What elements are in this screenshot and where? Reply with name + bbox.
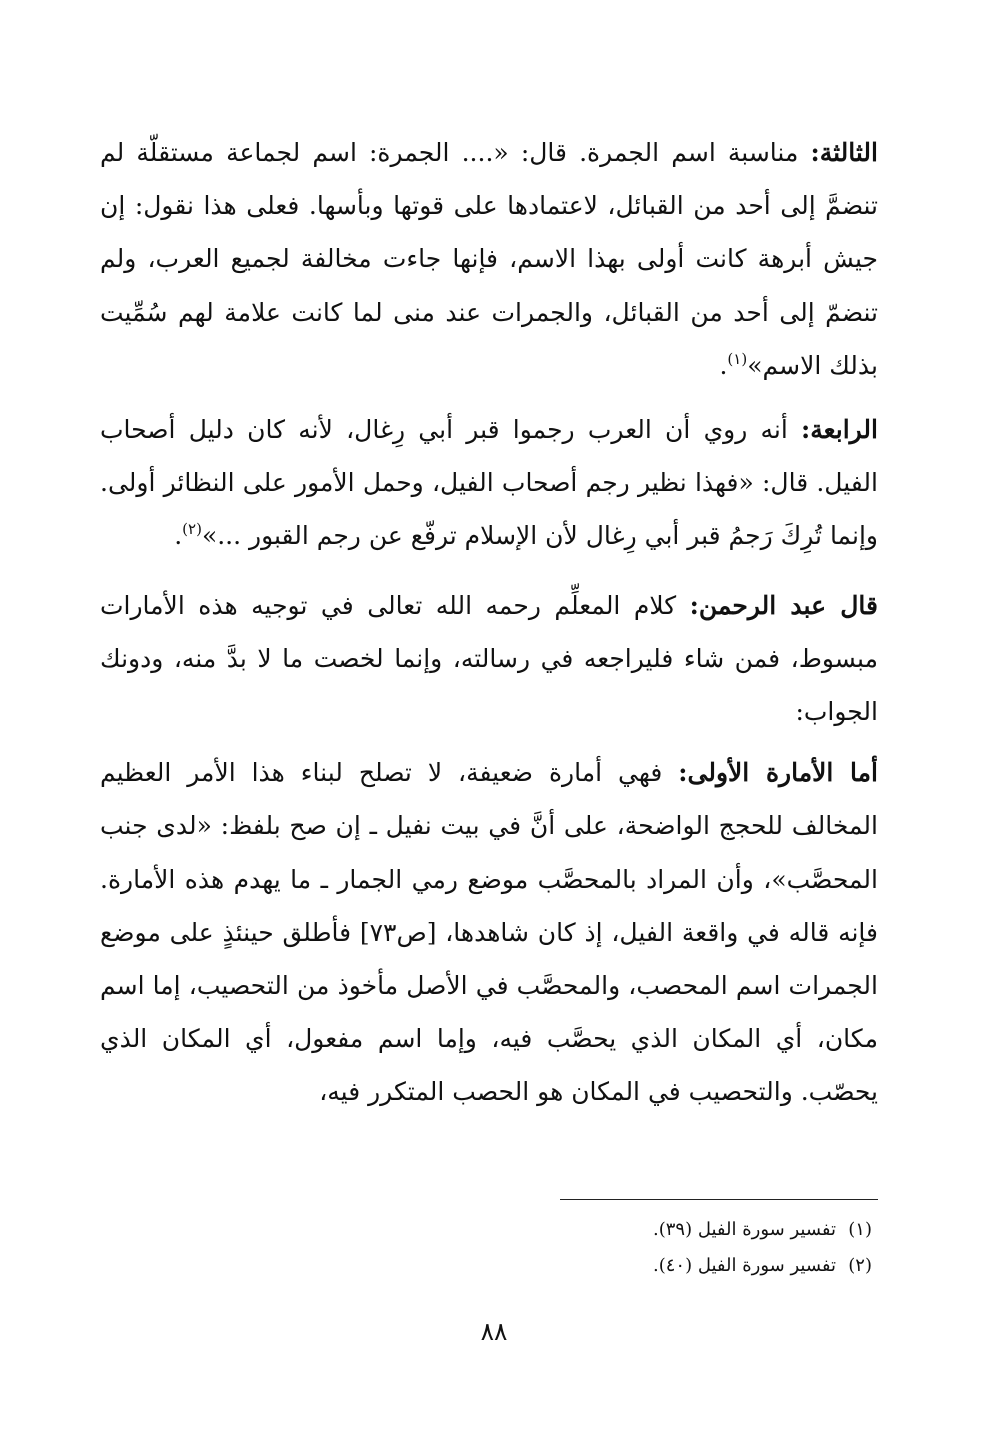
- paragraph-fourth: [100, 403, 878, 563]
- footnote-text: تفسير سورة الفيل (٤٠).: [653, 1255, 836, 1276]
- paragraph-text: أنه روي أن العرب رجموا قبر أبي رِغال، لأنه كان دليل أصحاب الفيل. قال: «فهذا نظير رجم أصحاب الفيل، وحمل الأمور على النظائر أولى. وإنما تُرِكَ رَجمُ قبر أبي رِغال لأن الإسلام ترفّع عن رجم القبور ...»: [100, 415, 878, 551]
- paragraph-lead: أما الأمارة الأولى:: [678, 758, 878, 788]
- footnote-number: (١): [848, 1219, 872, 1240]
- paragraph-text: مناسبة اسم الجمرة. قال: «.... الجمرة: اسم لجماعة مستقلّة لم تنضمَّ إلى أحد من القبائل، لاعتمادها على قوتها وبأسها. فعلى هذا نقول: إن جيش أبرهة كانت أولى بهذا الاسم، فإنها جاءت مخالفة لجميع العرب، ولم تنضمّ إلى أحد من القبائل، والجمرات عند منى لما كانت علامة لهم سُمِّيت بذلك الاسم»: [100, 138, 878, 380]
- footnote-item: [100, 1212, 878, 1248]
- paragraph-end: .: [174, 521, 183, 551]
- footnote-item: [100, 1248, 878, 1284]
- footnote-marker: (٢): [182, 520, 202, 539]
- footnote-text: تفسير سورة الفيل (٣٩).: [653, 1219, 836, 1240]
- paragraph-text: كلام المعلِّم رحمه الله تعالى في توجيه هذه الأمارات مبسوط، فمن شاء فليراجعه في رسالته، وإنما لخصت ما لا بدَّ منه، ودونك الجواب:: [100, 590, 878, 727]
- footnotes: [100, 1212, 878, 1284]
- footnote-number: (٢): [848, 1255, 872, 1276]
- paragraph-lead: الثالثة:: [810, 138, 878, 167]
- footnote-marker: (١): [727, 349, 748, 368]
- footnote-divider: [560, 1199, 878, 1200]
- paragraph-text: فهي أمارة ضعيفة، لا تصلح لبناء هذا الأمر العظيم المخالف للحجج الواضحة، على أنَّ في بيت نفيل ـ إن صح بلفظ: «لدى جنب المحصَّب»، وأن المراد بالمحصَّب موضع رمي الجمار ـ ما يهدم هذه الأمارة. فإنه قاله في واقعة الفيل، إذ كان شاهدها، [ص٧٣] فأطلق حينئذٍ على موضع الجمرات اسم المحصب، والمحصَّب في الأصل مأخوذ من التحصيب، إما اسم مكان، أي المكان الذي يحصَّب فيه، وإما اسم مفعول، أي المكان الذي يحصّب. والتحصيب في المكان هو الحصب المتكرر فيه،: [100, 758, 879, 1107]
- paragraph-first-sign: [100, 746, 878, 1118]
- body-text: [100, 126, 878, 1119]
- paragraph-third: [100, 126, 878, 392]
- paragraph-lead: قال عبد الرحمن:: [689, 590, 878, 620]
- paragraph-end: .: [719, 350, 728, 380]
- page-number: ٨٨: [480, 1317, 508, 1346]
- paragraph-lead: الرابعة:: [801, 415, 878, 445]
- paragraph-abdurrahman: [100, 579, 878, 739]
